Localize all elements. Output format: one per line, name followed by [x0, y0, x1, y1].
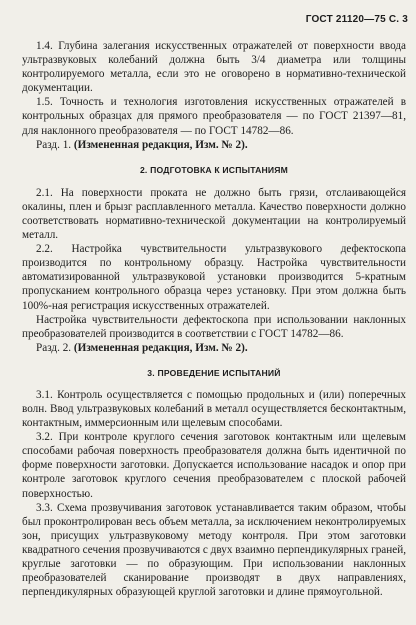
edit-note-text: (Измененная редакция, Изм. № 2).: [73, 138, 248, 151]
edit-note-prefix: Разд. 1.: [36, 138, 74, 151]
running-header: ГОСТ 21120—75 С. 3: [305, 14, 408, 25]
paragraph-1-5: 1.5. Точность и технология изготовления искусственных отражателей в контрольных образцах для прямого преобразователя — по ГОСТ 21397—81, для наклонного преобразователя — по ГОСТ 14782—86.: [22, 96, 406, 137]
paragraph-1-4: 1.4. Глубина залегания искусственных отражателей от поверхности ввода ультразвуковых колебаний должна быть 3/4 диаметра или толщины контролируемого металла, если это не оговорено в нормативно-технической документации.: [22, 40, 406, 95]
document-page: [22, 39, 406, 599]
paragraph-2-2-continued: Настройка чувствительности дефектоскопа при использовании наклонных преобразователей производится в соответствии с ГОСТ 14782—86.: [22, 313, 406, 340]
section1-edit-note: [22, 138, 406, 152]
paragraph-3-3: 3.3. Схема прозвучивания заготовок устанавливается таким образом, чтобы был проконтролирован весь объем металла, за исключением неконтролируемых зон, присущих ультразвуковому методу контроля. При этом заготовки квадратного сечения прозвучиваются с двух взаимно перпендикулярных граней, круглые заготовки — по образующим. При использовании наклонных преобразователей сканирование производят в двух направлениях, перпендикулярных образующей круглой заготовки и длине прямоугольной.: [22, 501, 407, 599]
edit-note-text: (Измененная редакция, Изм. № 2).: [73, 341, 248, 354]
section2-edit-note: [22, 341, 406, 355]
edit-note-prefix: Разд. 2.: [36, 341, 74, 354]
paragraph-2-1: 2.1. На поверхности проката не должно быть грязи, отслаивающейся окалины, плен и брызг расплавленного металла. Качество поверхности должно соответствовать нормативно-технической документации на контролируемый металл.: [22, 186, 406, 242]
paragraph-3-2: 3.2. При контроле круглого сечения заготовок контактным или щелевым способами рабочая поверхность преобразователя должна быть идентичной по форме поверхности заготовки. Допускается использование насадок и опор при контроле заготовок круглого сечения преобразователем с плоской рабочей поверхностью.: [22, 431, 406, 500]
paragraph-3-1: 3.1. Контроль осуществляется с помощью продольных и (или) поперечных волн. Ввод ультразвуковых колебаний в металл осуществляется бесконтактным, контактным, иммерсионным или щелевым способами.: [22, 388, 406, 430]
section-3-title: 3. ПРОВЕДЕНИЕ ИСПЫТАНИЙ: [147, 367, 281, 378]
section-2-title: 2. ПОДГОТОВКА К ИСПЫТАНИЯМ: [139, 164, 289, 175]
paragraph-2-2: 2.2. Настройка чувствительности ультразвукового дефектоскопа производится по контрольному образцу. Настройка чувствительности автоматизированной ультразвуковой установки производится 5-кратным пропусканием контрольного образца через установку. При этом должна быть 100%-ная регистрация искусственных отражателей.: [22, 243, 406, 312]
